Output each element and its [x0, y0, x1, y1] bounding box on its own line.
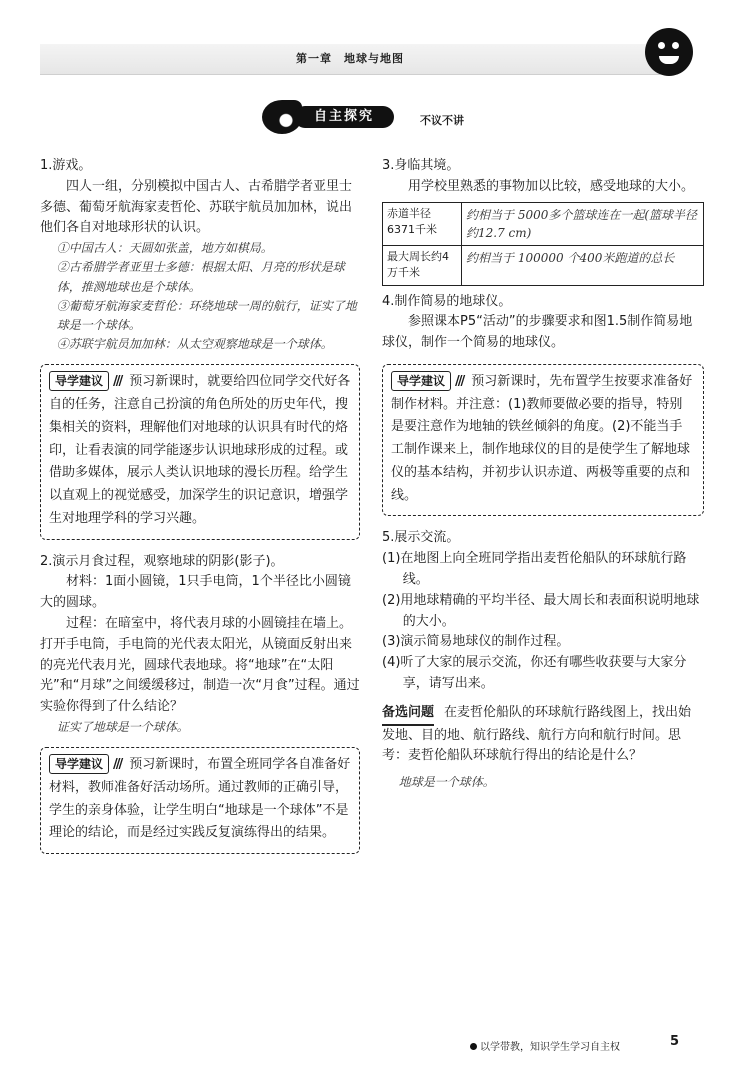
q5-item-3: (3)演示简易地球仪的制作过程。 [382, 634, 570, 650]
guide-label: 导学建议 [49, 754, 109, 774]
guide-box-3 [382, 364, 704, 517]
banner-pill [294, 106, 394, 128]
slash-decoration-icon: /// [455, 373, 464, 389]
q1-body: 四人一组，分别模拟中国古人、古希腊学者亚里士多德、葡萄牙航海家麦哲伦、苏联宇航员加加林，说出他们各自对地球形状的认识。 [40, 178, 353, 236]
guide-box-2 [40, 747, 360, 854]
chapter-header-band [40, 44, 660, 75]
q5-title: 5.展示交流。 [382, 530, 460, 546]
earth-size-table [382, 202, 704, 286]
q3-title: 3.身临其境。 [382, 158, 460, 173]
q4-title: 4.制作简易的地球仪。 [382, 293, 512, 309]
table-row [383, 202, 704, 245]
banner-title: 自主探究 [313, 109, 374, 124]
alt-answer: 地球是一个球体。 [398, 775, 495, 790]
right-column [382, 156, 704, 792]
page-number: 5 [670, 1034, 680, 1049]
q1-answer-2: ②古希腊学者亚里士多德：根据太阳、月亮的形状是球体，推测地球也是个球体。 [56, 260, 345, 294]
q2-answer: 证实了地球是一个球体。 [56, 719, 189, 734]
footer-motto [470, 1040, 620, 1056]
q5-item-1: (1)在地图上向全班同学指出麦哲伦船队的环球航行路线。 [382, 551, 687, 588]
chapter-title: 第一章 地球与地图 [296, 52, 404, 65]
alt-label: 备选问题 [382, 703, 434, 726]
q1-title: 1.游戏。 [40, 158, 92, 173]
slash-decoration-icon: /// [113, 757, 122, 773]
guide-label: 导学建议 [49, 371, 109, 391]
guide-label: 导学建议 [391, 371, 451, 391]
q3-body: 用学校里熟悉的事物加以比较，感受地球的大小。 [408, 178, 695, 194]
q2-materials: 材料：1面小圆镜，1只手电筒，1个半径比小圆镜大的圆球。 [40, 574, 351, 611]
q1-answer-3: ③葡萄牙航海家麦哲伦：环绕地球一周的航行，证实了地球是一个球体。 [56, 298, 357, 332]
slash-decoration-icon: /// [113, 374, 122, 390]
guide-text: 预习新课时，布置全班同学各自准备好材料，教师准备好活动场所。通过教师的正确引导，学生的亲身体验，让学生明白“地球是一个球体”不是理论的结论，而是经过实践反复演练得出的结果。 [49, 757, 351, 841]
q2-title: 2.演示月食过程，观察地球的阴影(影子)。 [40, 553, 284, 569]
table-cell-value: 约相当于 100000 个400米跑道的总长 [462, 245, 704, 285]
alt-question [382, 703, 704, 767]
q2-process: 过程：在暗室中，将代表月球的小圆镜挂在墙上。打开手电筒，手电筒的光代表太阳光，从镜面反射出来的亮光代表月光，圆球代表地球。将“地球”在“太阳光”和“月球”之间缓缓移过，制造一次“月食”过程。通过实验你得到了什么结论？ [40, 615, 360, 715]
guide-text: 预习新课时，先布置学生按要求准备好制作材料。并注意：(1)教师要做必要的指导，特别是要注意作为地轴的铁丝倾斜的角度。(2)不能当手工制作课来上，制作地球仪的目的是使学生了解地球仪的基本结构，并初步认识赤道、两极等重要的点和线。 [391, 373, 693, 503]
left-column [40, 156, 360, 866]
q5-item-2: (2)用地球精确的平均半径、最大周长和表面积说明地球的大小。 [382, 592, 700, 629]
guide-box-1 [40, 364, 360, 539]
table-cell-label: 最大周长约4万千米 [383, 245, 462, 285]
footer-motto-text: 以学带教，知识学生学习自主权 [480, 1042, 620, 1053]
q1-answer-1: ①中国古人：天圆如张盖，地方如棋局。 [56, 241, 273, 256]
mascot-icon [645, 28, 693, 76]
q5-item-4: (4)听了大家的展示交流，你还有哪些收获要与大家分享，请写出来。 [382, 655, 687, 692]
table-row [383, 245, 704, 285]
bullet-icon [470, 1043, 477, 1050]
q4-body: 参照课本P5“活动”的步骤要求和图1.5制作简易地球仪，制作一个简易的地球仪。 [382, 314, 693, 351]
banner-subtitle: 不议不讲 [420, 114, 464, 127]
guide-text: 预习新课时，就要给四位同学交代好各自的任务，注意自己扮演的角色所处的历史年代，搜集相关的资料，理解他们对地球的认识具有时代的烙印，让看表演的同学能逐步认识地球形成的过程。或借助多媒体，展示人类认识地球的漫长历程。给学生以直观上的视觉感受，加深学生的识记意识，增强学生对地理学科的学习兴趣。 [49, 374, 351, 526]
alt-text: 在麦哲伦船队的环球航行路线图上，找出始发地、目的地、航行路线、航行方向和航行时间。思考：麦哲伦船队环球航行得出的结论是什么？ [382, 704, 692, 764]
table-cell-value: 约相当于 5000多个篮球连在一起(篮球半径约12.7 cm) [462, 202, 704, 245]
table-cell-label: 赤道半径6371千米 [383, 202, 462, 245]
q1-answer-4: ④苏联宇航员加加林：从太空观察地球是一个球体。 [56, 337, 333, 352]
